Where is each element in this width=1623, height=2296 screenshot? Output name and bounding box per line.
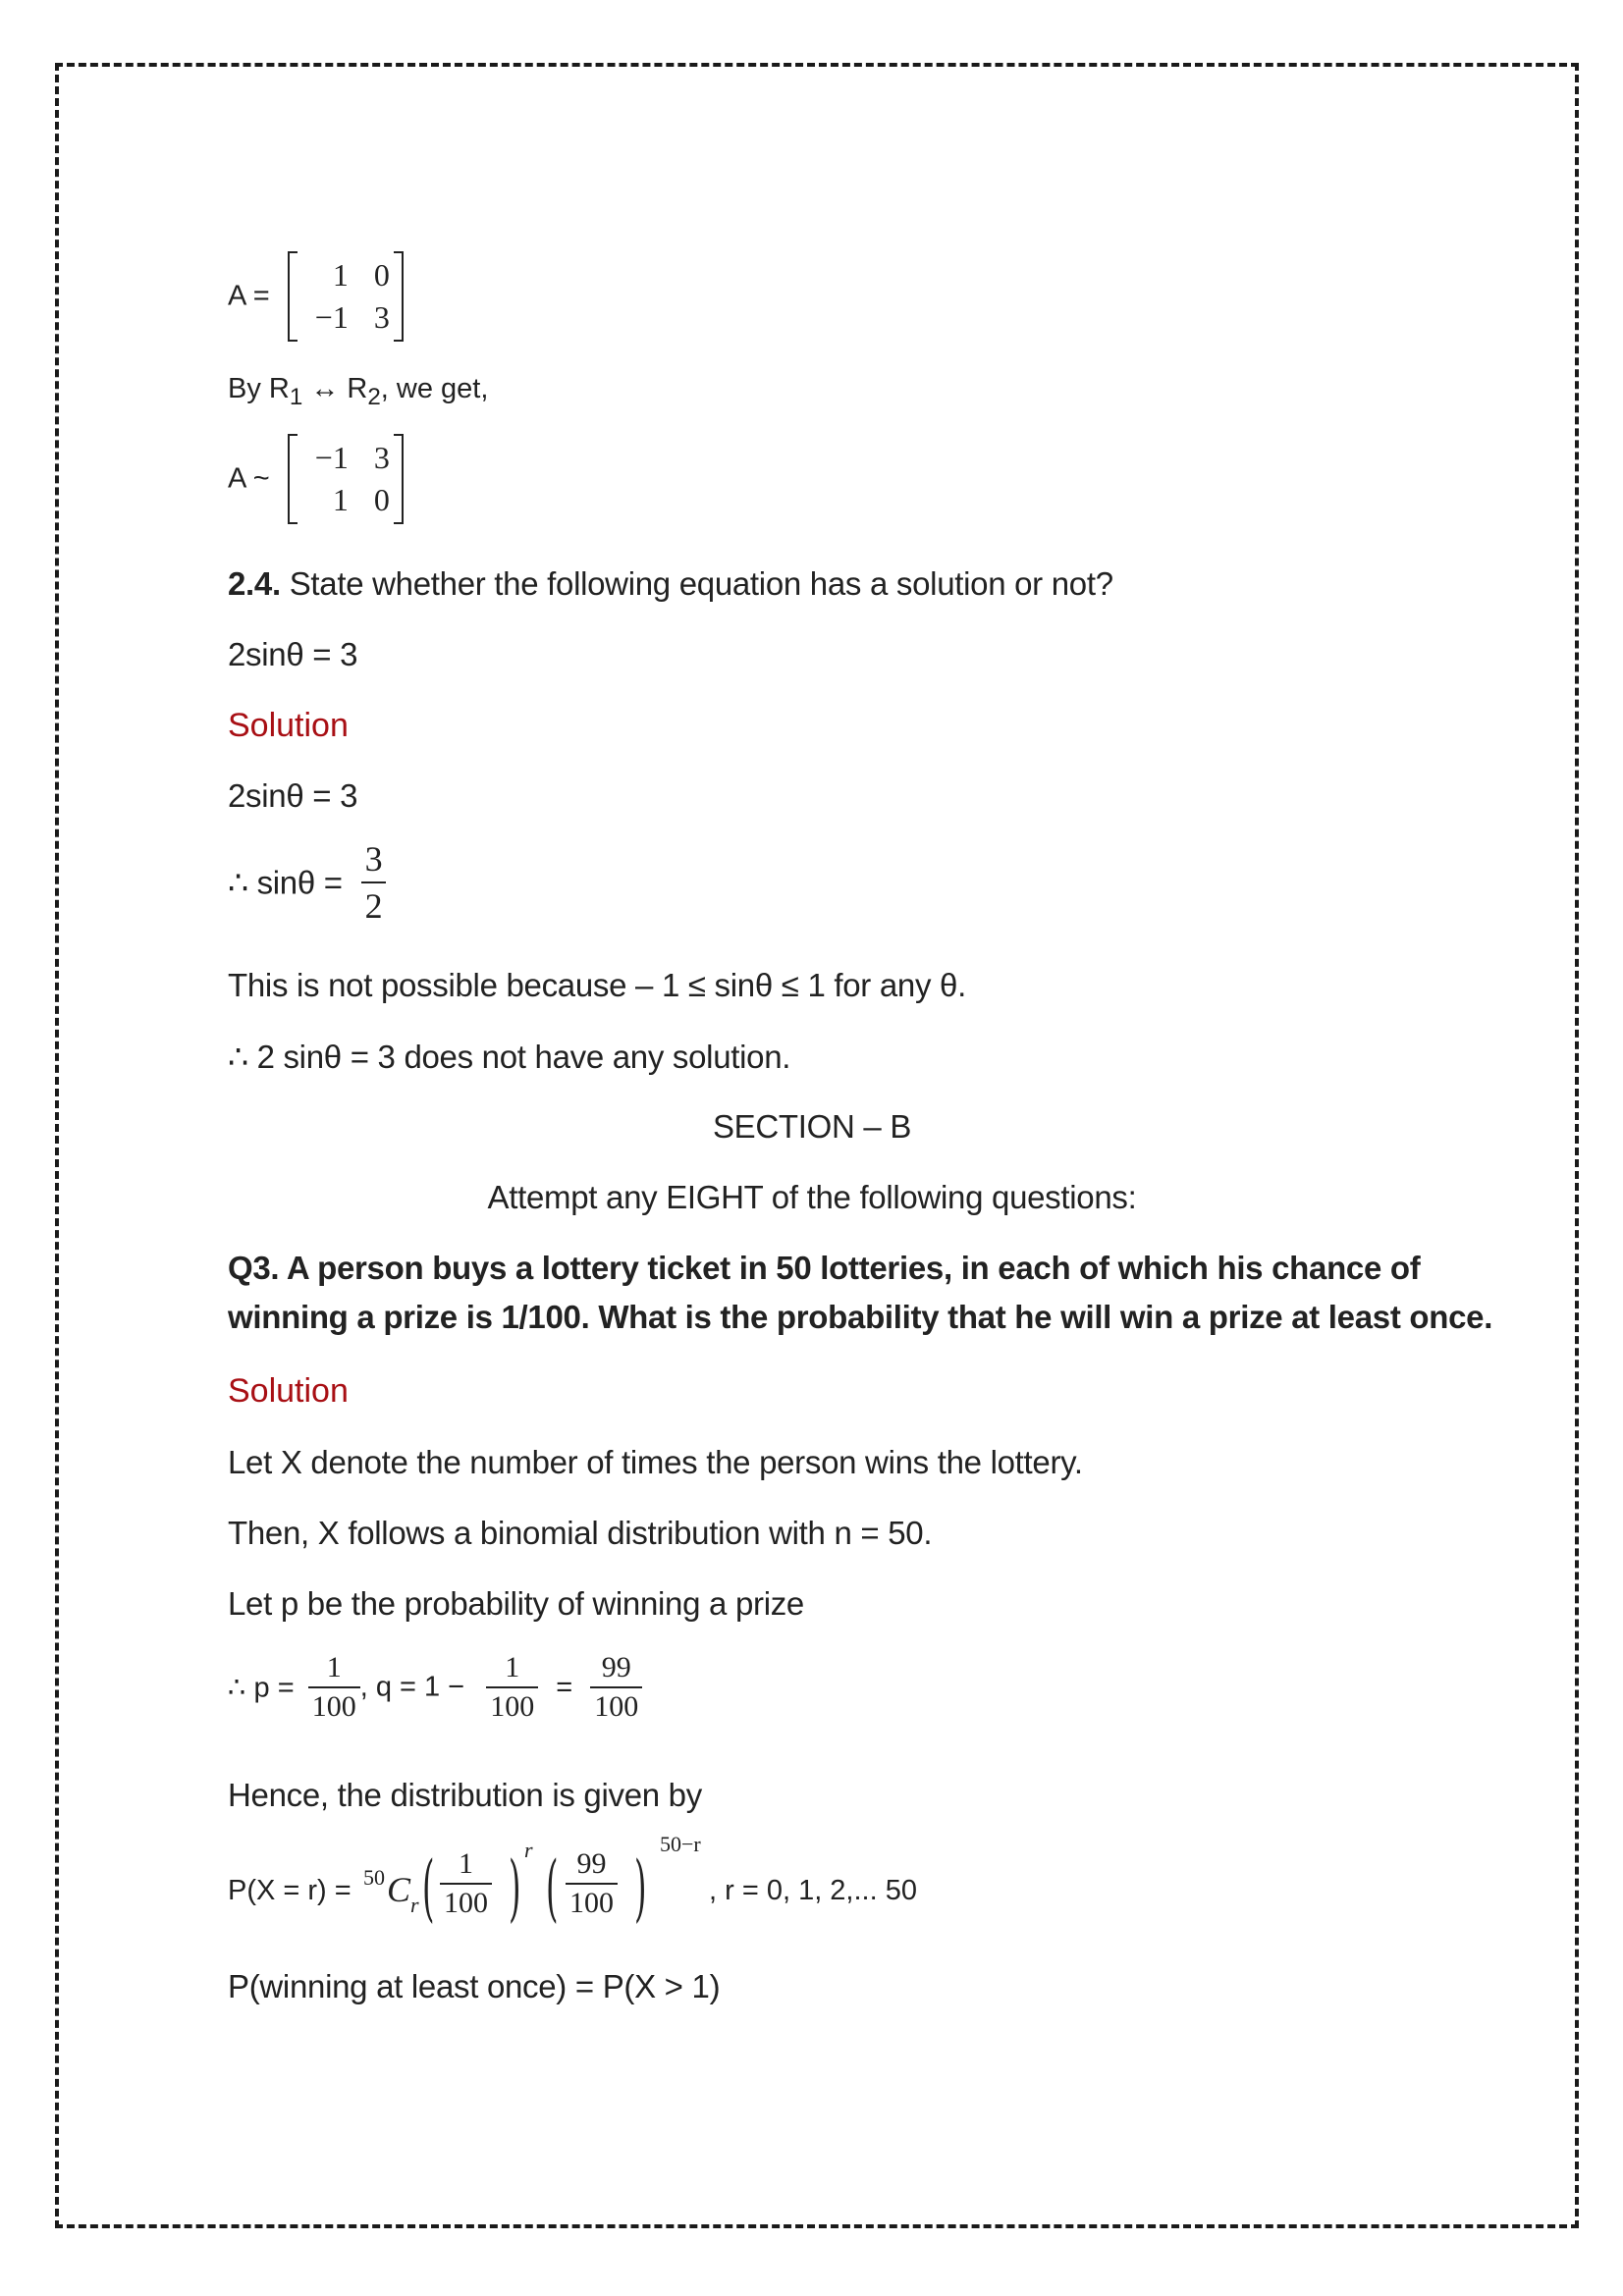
formula-subscript: r bbox=[410, 1893, 419, 1917]
formula-exponent: 50−r bbox=[660, 1832, 701, 1856]
equation-text: , q = 1 − bbox=[359, 1671, 465, 1703]
fraction-numerator: 99 bbox=[601, 1651, 631, 1683]
formula-superscript: 50 bbox=[363, 1865, 385, 1890]
solution-line: Hence, the distribution is given by bbox=[228, 1777, 702, 1813]
formula-symbol: C bbox=[387, 1870, 411, 1909]
fraction bbox=[590, 1651, 642, 1724]
fraction bbox=[308, 1651, 360, 1724]
matrix-cell: 3 bbox=[373, 440, 390, 475]
formula-exponent: r bbox=[524, 1838, 533, 1862]
matrix-a-tilde-equation bbox=[228, 434, 404, 524]
fraction bbox=[440, 1847, 492, 1920]
formula-text: , r = 0, 1, 2,... 50 bbox=[709, 1875, 917, 1906]
fraction bbox=[486, 1651, 538, 1724]
row-op-sub: 2 bbox=[367, 383, 381, 410]
matrix-cell: −1 bbox=[314, 440, 349, 475]
question-3-line: Q3. A person buys a lottery ticket in 50 lotteries, in each of which his chance of bbox=[228, 1250, 1421, 1286]
question-3-line: winning a prize is 1/100. What is the probability that he will win a prize at least once. bbox=[228, 1299, 1493, 1335]
matrix-a-label: A = bbox=[228, 280, 270, 312]
solution-line: Then, X follows a binomial distribution with n = 50. bbox=[228, 1515, 933, 1551]
row-operation bbox=[228, 373, 488, 411]
equation-text: ∴ p = bbox=[228, 1672, 295, 1704]
fraction-numerator: 3 bbox=[364, 839, 383, 879]
fraction-numerator: 1 bbox=[326, 1651, 342, 1683]
fraction-numerator: 1 bbox=[505, 1651, 520, 1683]
fraction-denominator: 100 bbox=[486, 1686, 538, 1724]
row-op-sub: 1 bbox=[289, 383, 303, 410]
matrix-a-tilde-label: A ~ bbox=[228, 462, 270, 495]
right-paren: ) bbox=[634, 1844, 647, 1931]
matrix-a bbox=[288, 251, 404, 342]
matrix-cell: −1 bbox=[314, 299, 349, 335]
fraction bbox=[566, 1847, 618, 1920]
solution-text: ∴ sinθ = bbox=[228, 864, 343, 901]
question-2-4 bbox=[228, 565, 1113, 603]
solution-line: This is not possible because – 1 ≤ sinθ ≤ 1 for any θ. bbox=[228, 967, 966, 1003]
matrix-cell: 1 bbox=[332, 257, 349, 293]
section-title: SECTION – B bbox=[712, 1108, 912, 1145]
matrix-cell: 0 bbox=[373, 257, 390, 293]
left-paren: ( bbox=[546, 1844, 559, 1931]
question-text: State whether the following equation has a solution or not? bbox=[280, 565, 1113, 602]
question-equation: 2sinθ = 3 bbox=[228, 636, 358, 672]
fraction-denominator: 100 bbox=[566, 1883, 618, 1920]
matrix-a-transformed bbox=[288, 434, 404, 524]
row-op-text: By R bbox=[228, 373, 290, 404]
solution-line: 2sinθ = 3 bbox=[228, 777, 358, 814]
fraction-denominator: 100 bbox=[440, 1883, 492, 1920]
p-q-equation bbox=[228, 1651, 642, 1724]
solution-line: ∴ 2 sinθ = 3 does not have any solution. bbox=[228, 1039, 791, 1075]
row-op-text: , we get, bbox=[380, 373, 489, 404]
matrix-cell: 0 bbox=[373, 482, 390, 517]
left-paren: ( bbox=[422, 1844, 435, 1931]
fraction-numerator: 1 bbox=[459, 1847, 473, 1880]
question-number: 2.4. bbox=[228, 565, 281, 602]
matrix-cell: 3 bbox=[373, 299, 390, 335]
formula-text: P(X = r) = bbox=[228, 1875, 352, 1906]
right-paren: ) bbox=[509, 1844, 521, 1931]
matrix-cell: 1 bbox=[332, 482, 349, 517]
solution-line: Let X denote the number of times the person wins the lottery. bbox=[228, 1444, 1083, 1480]
equals-sign: = bbox=[556, 1671, 573, 1703]
fraction bbox=[361, 838, 387, 927]
solution-heading: Solution bbox=[228, 707, 349, 744]
solution-fraction-line bbox=[228, 838, 386, 927]
section-instruction: Attempt any EIGHT of the following questions: bbox=[487, 1179, 1137, 1215]
fraction-denominator: 100 bbox=[590, 1686, 642, 1724]
fraction-denominator: 2 bbox=[361, 881, 387, 927]
solution-line: P(winning at least once) = P(X > 1) bbox=[228, 1968, 721, 2004]
solution-line: Let p be the probability of winning a prize bbox=[228, 1585, 804, 1622]
fraction-numerator: 99 bbox=[576, 1847, 607, 1880]
matrix-a-equation bbox=[228, 251, 404, 342]
solution-heading: Solution bbox=[228, 1372, 349, 1410]
fraction-denominator: 100 bbox=[308, 1686, 360, 1724]
row-op-text: ↔ R bbox=[302, 373, 368, 404]
